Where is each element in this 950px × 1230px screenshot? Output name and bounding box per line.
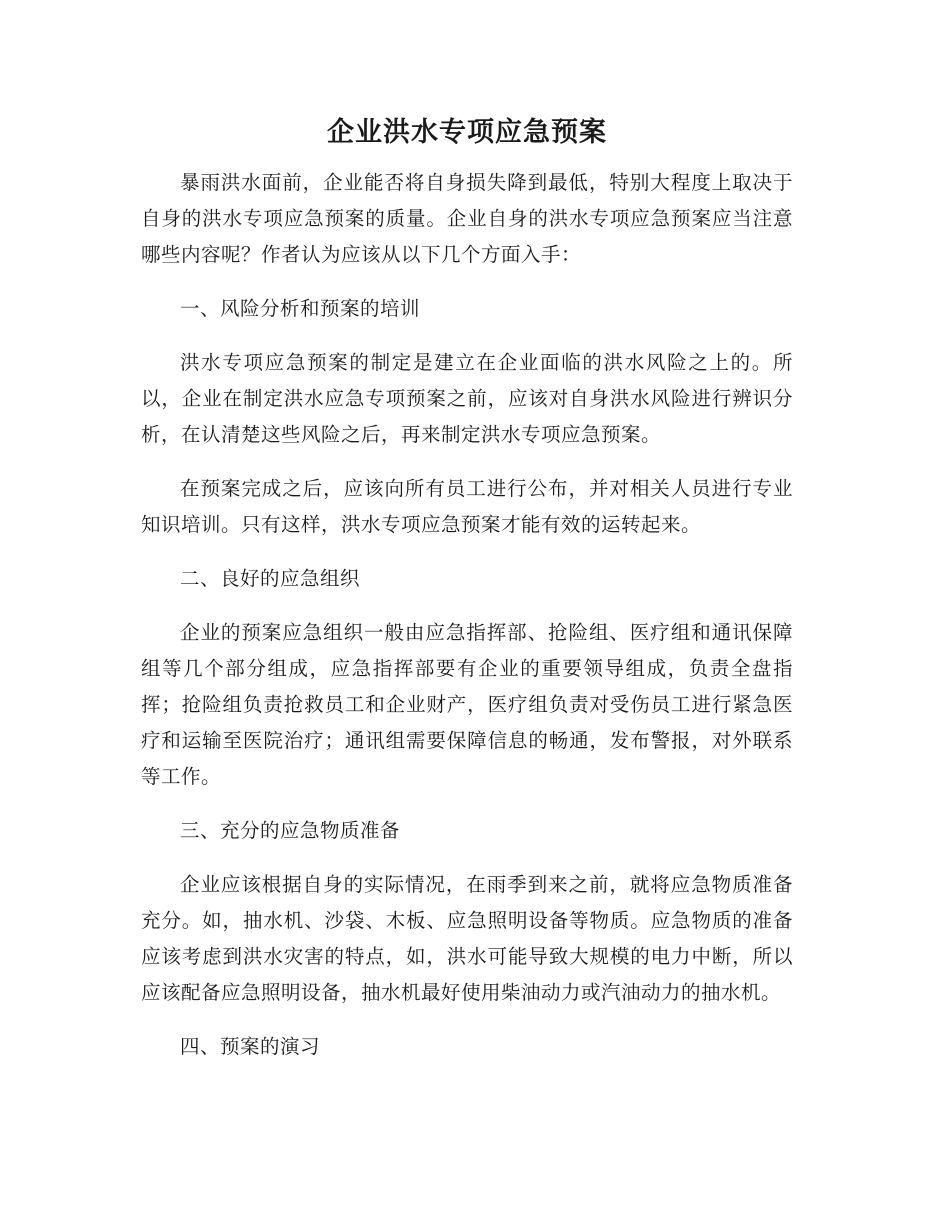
spacer [141, 795, 793, 813]
spacer [141, 543, 793, 561]
spacer [141, 597, 793, 615]
section-heading-drill: 四、预案的演习 [180, 1035, 321, 1058]
spacer [141, 327, 793, 345]
paragraph: 企业的预案应急组织一般由应急指挥部、抢险组、医疗组和通讯保障组等几个部分组成，应急指挥部要有企业的重要领导组成，负责全盘指挥；抢险组负责抢救员工和企业财产，医疗组负责对受伤员工进行紧急医疗和运输至医院治疗；通讯组需要保障信息的畅通，发布警报，对外联系等工作。 [141, 621, 793, 788]
spacer [141, 453, 793, 471]
spacer [141, 849, 793, 867]
section-heading-material-preparation: 三、充分的应急物质准备 [180, 819, 401, 842]
spacer [141, 273, 793, 291]
paragraph: 在预案完成之后，应该向所有员工进行公布，并对相关人员进行专业知识培训。只有这样，洪水专项应急预案才能有效的运转起来。 [141, 477, 793, 536]
spacer [141, 1011, 793, 1029]
paragraph: 企业应该根据自身的实际情况，在雨季到来之前，就将应急物质准备充分。如，抽水机、沙袋、木板、应急照明设备等物质。应急物质的准备应该考虑到洪水灾害的特点，如，洪水可能导致大规模的电力中断，所以应该配备应急照明设备，抽水机最好使用柴油动力或汽油动力的抽水机。 [141, 873, 793, 1004]
section-heading-emergency-organization: 二、良好的应急组织 [180, 567, 361, 590]
document-title: 企业洪水专项应急预案 [327, 117, 607, 148]
paragraph: 洪水专项应急预案的制定是建立在企业面临的洪水风险之上的。所以，企业在制定洪水应急专项预案之前，应该对自身洪水风险进行辨识分析，在认清楚这些风险之后，再来制定洪水专项应急预案。 [141, 351, 793, 446]
intro-paragraph: 暴雨洪水面前，企业能否将自身损失降到最低，特别大程度上取决于自身的洪水专项应急预案的质量。企业自身的洪水专项应急预案应当注意哪些内容呢？作者认为应该从以下几个方面入手： [141, 171, 793, 266]
section-heading-risk-analysis: 一、风险分析和预案的培训 [180, 297, 421, 320]
document-page [141, 105, 793, 1065]
